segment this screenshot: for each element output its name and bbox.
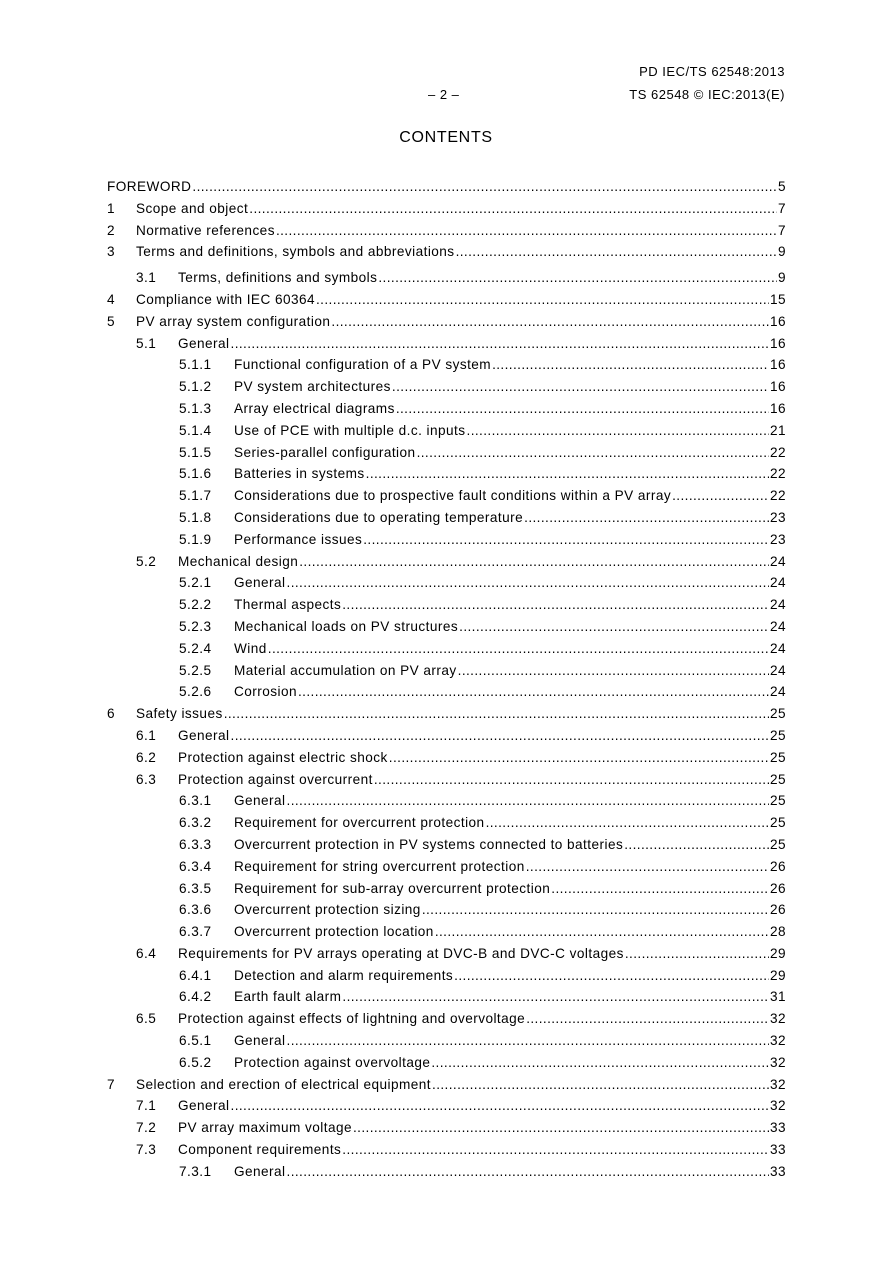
toc-entry-page: 24 bbox=[769, 553, 786, 569]
toc-entry[interactable] bbox=[107, 529, 786, 551]
toc-entry-page: 26 bbox=[769, 858, 786, 874]
toc-entry-title: PV system architectures bbox=[234, 379, 391, 395]
toc-entry[interactable] bbox=[107, 790, 786, 812]
dot-leader bbox=[224, 703, 769, 725]
toc-entry-number: 5.1.8 bbox=[179, 509, 212, 525]
toc-entry-number: 5.2.4 bbox=[179, 640, 212, 656]
toc-entry-number: 7.3 bbox=[136, 1142, 157, 1158]
toc-entry-page: 29 bbox=[769, 945, 786, 961]
toc-entry-page: 24 bbox=[769, 618, 786, 634]
toc-entry[interactable] bbox=[107, 681, 786, 703]
toc-entry-title: General bbox=[234, 1163, 286, 1179]
toc-entry-page: 32 bbox=[769, 1076, 786, 1092]
toc-entry[interactable] bbox=[107, 1095, 786, 1117]
document-id: PD IEC/TS 62548:2013 bbox=[639, 64, 785, 79]
dot-leader bbox=[454, 965, 769, 987]
toc-entry-number: 6.5.2 bbox=[179, 1054, 212, 1070]
toc-entry-page: 16 bbox=[769, 400, 786, 416]
toc-entry-page: 23 bbox=[769, 531, 786, 547]
toc-entry-page: 25 bbox=[769, 815, 786, 831]
toc-entry-title: Overcurrent protection sizing bbox=[234, 902, 421, 918]
dot-leader bbox=[486, 812, 769, 834]
toc-entry-page: 25 bbox=[769, 771, 786, 787]
toc-entry-number: 5.1.6 bbox=[179, 466, 212, 482]
toc-entry[interactable] bbox=[107, 198, 786, 220]
toc-entry-title: Considerations due to prospective fault conditions within a PV array bbox=[234, 488, 672, 504]
toc-entry[interactable] bbox=[107, 442, 786, 464]
dot-leader bbox=[231, 725, 769, 747]
toc-entry-number: 6.3 bbox=[136, 771, 157, 787]
toc-entry-title: Terms, definitions and symbols bbox=[178, 270, 378, 286]
toc-entry-page: 33 bbox=[769, 1142, 786, 1158]
toc-entry[interactable] bbox=[107, 921, 786, 943]
toc-entry-title: General bbox=[178, 1098, 230, 1114]
dot-leader bbox=[624, 834, 769, 856]
toc-entry-page: 24 bbox=[769, 662, 786, 678]
toc-entry-page: 5 bbox=[777, 179, 786, 194]
dot-leader bbox=[459, 616, 769, 638]
toc-entry-page: 33 bbox=[769, 1163, 786, 1179]
toc-entry-number: 5.1.2 bbox=[179, 379, 212, 395]
toc-entry[interactable] bbox=[107, 638, 786, 660]
toc-entry[interactable] bbox=[107, 986, 786, 1008]
toc-entry-page: 16 bbox=[769, 313, 786, 329]
toc-entry[interactable] bbox=[107, 660, 786, 682]
toc-entry-title: Detection and alarm requirements bbox=[234, 967, 454, 983]
toc-entry[interactable] bbox=[107, 878, 786, 900]
toc-entry-number: 7.3.1 bbox=[179, 1163, 212, 1179]
toc-entry[interactable] bbox=[107, 311, 786, 333]
toc-entry-title: Mechanical loads on PV structures bbox=[234, 618, 459, 634]
toc-entry[interactable] bbox=[107, 747, 786, 769]
toc-entry-number: 5.1 bbox=[136, 335, 157, 351]
toc-entry-title: Requirements for PV arrays operating at DVC-B and DVC-C voltages bbox=[178, 945, 624, 961]
toc-entry-page: 7 bbox=[777, 222, 786, 238]
dot-leader bbox=[672, 485, 769, 507]
toc-entry-page: 24 bbox=[769, 684, 786, 700]
toc-entry[interactable] bbox=[107, 1117, 786, 1139]
dot-leader bbox=[374, 769, 769, 791]
dot-leader bbox=[435, 921, 769, 943]
dot-leader bbox=[287, 1161, 769, 1183]
toc-entry[interactable] bbox=[107, 398, 786, 420]
toc-entry[interactable] bbox=[107, 1161, 786, 1183]
toc-entry-number: 6.3.2 bbox=[179, 815, 212, 831]
toc-entry-title: Functional configuration of a PV system bbox=[234, 357, 492, 373]
toc-entry-title: Protection against effects of lightning and overvoltage bbox=[178, 1011, 526, 1027]
toc-entry-page: 32 bbox=[769, 1098, 786, 1114]
toc-entry-page: 28 bbox=[769, 924, 786, 940]
toc-entry[interactable] bbox=[107, 1074, 786, 1096]
toc-entry-title: Safety issues bbox=[136, 706, 223, 722]
toc-entry-title: Mechanical design bbox=[178, 553, 299, 569]
toc-entry-page: 25 bbox=[769, 727, 786, 743]
toc-entry-number: 6.5.1 bbox=[179, 1033, 212, 1049]
toc-entry-page: 9 bbox=[777, 244, 786, 260]
toc-entry[interactable] bbox=[107, 1008, 786, 1030]
page-title: CONTENTS bbox=[399, 129, 493, 146]
toc-entry-title: General bbox=[178, 727, 230, 743]
dot-leader bbox=[342, 1139, 769, 1161]
toc-entry[interactable] bbox=[107, 551, 786, 573]
toc-entry-number: 3.1 bbox=[136, 270, 157, 286]
toc-entry[interactable] bbox=[107, 220, 786, 242]
toc-entry-number: 5.1.3 bbox=[179, 400, 212, 416]
toc-entry-title: Considerations due to operating temperature bbox=[234, 509, 524, 525]
dot-leader bbox=[456, 241, 777, 263]
dot-leader bbox=[342, 986, 769, 1008]
toc-entry-number: 7.2 bbox=[136, 1120, 157, 1136]
toc-entry-number: 6.4.1 bbox=[179, 967, 212, 983]
dot-leader bbox=[458, 660, 769, 682]
toc-entry[interactable] bbox=[107, 354, 786, 376]
toc-entry-title: Component requirements bbox=[178, 1142, 342, 1158]
toc-entry-page: 22 bbox=[769, 466, 786, 482]
toc-entry-page: 9 bbox=[777, 270, 786, 286]
toc-entry-page: 25 bbox=[769, 793, 786, 809]
toc-entry-number: 6 bbox=[107, 706, 116, 722]
toc-entry-page: 24 bbox=[769, 640, 786, 656]
dot-leader bbox=[432, 1074, 769, 1096]
toc-entry-title: Selection and erection of electrical equipment bbox=[136, 1076, 432, 1092]
toc-entry-title: Corrosion bbox=[234, 684, 297, 700]
toc-entry-number: 6.5 bbox=[136, 1011, 157, 1027]
toc-entry-page: 33 bbox=[769, 1120, 786, 1136]
toc-entry-title: Scope and object bbox=[136, 200, 249, 216]
toc-entry[interactable] bbox=[107, 703, 786, 725]
toc-entry[interactable] bbox=[107, 572, 786, 594]
toc-entry-page: 22 bbox=[769, 444, 786, 460]
toc-entry-number: 6.4.2 bbox=[179, 989, 212, 1005]
toc-entry[interactable] bbox=[107, 333, 786, 355]
toc-entry-title: Thermal aspects bbox=[234, 597, 342, 613]
toc-entry-title: General bbox=[234, 1033, 286, 1049]
dot-leader bbox=[526, 856, 769, 878]
dot-leader bbox=[526, 1008, 769, 1030]
toc-entry-number: 6.3.3 bbox=[179, 836, 212, 852]
dot-leader bbox=[625, 943, 769, 965]
toc-entry-title: General bbox=[178, 335, 230, 351]
dot-leader bbox=[396, 398, 769, 420]
toc-entry-title: Series-parallel configuration bbox=[234, 444, 416, 460]
toc-entry-number: 6.2 bbox=[136, 749, 157, 765]
dot-leader bbox=[378, 267, 777, 289]
toc-entry-number: 6.3.1 bbox=[179, 793, 212, 809]
toc-entry-number: 5.2.5 bbox=[179, 662, 212, 678]
toc-entry-page: 15 bbox=[769, 291, 786, 307]
toc-entry-title: General bbox=[234, 793, 286, 809]
dot-leader bbox=[316, 289, 769, 311]
toc-entry[interactable] bbox=[107, 289, 786, 311]
toc-entry-page: 25 bbox=[769, 749, 786, 765]
toc-entry[interactable] bbox=[107, 376, 786, 398]
dot-leader bbox=[268, 638, 769, 660]
toc-entry[interactable] bbox=[107, 1139, 786, 1161]
toc-entry-title: General bbox=[234, 575, 286, 591]
toc-entry-number: 5.2 bbox=[136, 553, 157, 569]
toc-entry[interactable] bbox=[107, 1052, 786, 1074]
toc-entry-page: 7 bbox=[777, 200, 786, 216]
toc-entry[interactable] bbox=[107, 507, 786, 529]
dot-leader bbox=[231, 333, 769, 355]
table-of-contents bbox=[107, 176, 786, 1183]
toc-entry-number: 6.3.4 bbox=[179, 858, 212, 874]
toc-entry[interactable] bbox=[107, 899, 786, 921]
toc-entry-number: 5.2.2 bbox=[179, 597, 212, 613]
toc-entry-number: 5 bbox=[107, 313, 116, 329]
toc-entry-page: 32 bbox=[769, 1054, 786, 1070]
toc-entry-page: 16 bbox=[769, 335, 786, 351]
toc-entry-title: Overcurrent protection location bbox=[234, 924, 434, 940]
dot-leader bbox=[298, 681, 769, 703]
toc-entry-title: Compliance with IEC 60364 bbox=[136, 291, 315, 307]
dot-leader bbox=[392, 376, 769, 398]
toc-entry-page: 24 bbox=[769, 575, 786, 591]
toc-entry-title: FOREWORD bbox=[107, 179, 192, 194]
dot-leader bbox=[422, 899, 769, 921]
toc-entry-page: 22 bbox=[769, 488, 786, 504]
dot-leader bbox=[287, 790, 769, 812]
toc-entry-number: 2 bbox=[107, 222, 116, 238]
toc-entry-number: 5.1.4 bbox=[179, 422, 212, 438]
dot-leader bbox=[492, 354, 769, 376]
toc-entry-page: 16 bbox=[769, 379, 786, 395]
toc-entry-title: Terms and definitions, symbols and abbreviations bbox=[136, 244, 455, 260]
toc-entry-number: 3 bbox=[107, 244, 116, 260]
toc-entry[interactable] bbox=[107, 965, 786, 987]
toc-entry-page: 32 bbox=[769, 1033, 786, 1049]
dot-leader bbox=[524, 507, 769, 529]
toc-entry-page: 26 bbox=[769, 880, 786, 896]
dot-leader bbox=[363, 529, 769, 551]
toc-entry[interactable] bbox=[107, 769, 786, 791]
dot-leader bbox=[389, 747, 769, 769]
toc-entry-page: 29 bbox=[769, 967, 786, 983]
toc-entry-title: Batteries in systems bbox=[234, 466, 365, 482]
toc-entry[interactable] bbox=[107, 1030, 786, 1052]
toc-entry[interactable] bbox=[107, 834, 786, 856]
toc-entry[interactable] bbox=[107, 420, 786, 442]
toc-entry-number: 5.2.1 bbox=[179, 575, 212, 591]
toc-entry-title: PV array maximum voltage bbox=[178, 1120, 352, 1136]
toc-entry-title: Array electrical diagrams bbox=[234, 400, 395, 416]
toc-entry[interactable] bbox=[107, 463, 786, 485]
toc-entry-title: Protection against electric shock bbox=[178, 749, 388, 765]
toc-entry-title: Requirement for string overcurrent protection bbox=[234, 858, 525, 874]
toc-entry-title: Requirement for overcurrent protection bbox=[234, 815, 485, 831]
toc-entry-number: 1 bbox=[107, 200, 116, 216]
toc-entry-page: 31 bbox=[769, 989, 786, 1005]
dot-leader bbox=[467, 420, 769, 442]
page-number: – 2 – bbox=[428, 87, 460, 102]
toc-entry-title: Overcurrent protection in PV systems connected to batteries bbox=[234, 836, 624, 852]
toc-entry-page: 23 bbox=[769, 509, 786, 525]
toc-entry[interactable] bbox=[107, 594, 786, 616]
toc-entry-title: Normative references bbox=[136, 222, 275, 238]
standard-reference: TS 62548 © IEC:2013(E) bbox=[629, 87, 785, 102]
toc-entry-number: 5.1.7 bbox=[179, 488, 212, 504]
toc-entry-title: Earth fault alarm bbox=[234, 989, 342, 1005]
toc-entry-title: Wind bbox=[234, 640, 267, 656]
toc-entry-title: Performance issues bbox=[234, 531, 363, 547]
toc-entry-number: 4 bbox=[107, 291, 116, 307]
dot-leader bbox=[431, 1052, 769, 1074]
toc-entry-page: 26 bbox=[769, 902, 786, 918]
dot-leader bbox=[331, 311, 769, 333]
toc-entry[interactable] bbox=[107, 241, 786, 263]
toc-entry[interactable] bbox=[107, 725, 786, 747]
toc-entry-page: 24 bbox=[769, 597, 786, 613]
toc-entry-number: 6.3.7 bbox=[179, 924, 212, 940]
toc-entry[interactable] bbox=[107, 485, 786, 507]
dot-leader bbox=[417, 442, 769, 464]
dot-leader bbox=[276, 220, 777, 242]
toc-entry-title: Requirement for sub-array overcurrent protection bbox=[234, 880, 551, 896]
toc-entry-number: 6.3.6 bbox=[179, 902, 212, 918]
toc-entry-title: Use of PCE with multiple d.c. inputs bbox=[234, 422, 466, 438]
toc-entry-title: PV array system configuration bbox=[136, 313, 331, 329]
dot-leader bbox=[366, 463, 769, 485]
dot-leader bbox=[551, 878, 769, 900]
toc-entry-page: 25 bbox=[769, 706, 786, 722]
toc-entry[interactable] bbox=[107, 943, 786, 965]
dot-leader bbox=[353, 1117, 769, 1139]
toc-entry[interactable] bbox=[107, 616, 786, 638]
toc-entry-title: Protection against overvoltage bbox=[234, 1054, 431, 1070]
dot-leader bbox=[249, 198, 777, 220]
toc-entry-number: 7 bbox=[107, 1076, 116, 1092]
dot-leader bbox=[192, 176, 777, 198]
toc-entry-page: 32 bbox=[769, 1011, 786, 1027]
dot-leader bbox=[287, 1030, 769, 1052]
dot-leader bbox=[299, 551, 769, 573]
toc-entry-number: 5.1.5 bbox=[179, 444, 212, 460]
dot-leader bbox=[342, 594, 769, 616]
toc-entry-page: 21 bbox=[769, 422, 786, 438]
toc-entry-number: 5.2.6 bbox=[179, 684, 212, 700]
toc-entry-title: Material accumulation on PV array bbox=[234, 662, 457, 678]
dot-leader bbox=[287, 572, 769, 594]
toc-entry[interactable] bbox=[107, 812, 786, 834]
toc-entry-number: 5.1.1 bbox=[179, 357, 212, 373]
toc-entry-number: 6.4 bbox=[136, 945, 157, 961]
toc-entry[interactable] bbox=[107, 856, 786, 878]
toc-entry-number: 7.1 bbox=[136, 1098, 157, 1114]
dot-leader bbox=[231, 1095, 769, 1117]
toc-entry-number: 6.1 bbox=[136, 727, 157, 743]
toc-entry-page: 25 bbox=[769, 836, 786, 852]
toc-entry-page: 16 bbox=[769, 357, 786, 373]
toc-entry-number: 5.2.3 bbox=[179, 618, 212, 634]
toc-entry[interactable] bbox=[107, 267, 786, 289]
toc-entry-number: 5.1.9 bbox=[179, 531, 212, 547]
toc-entry-title: Protection against overcurrent bbox=[178, 771, 373, 787]
toc-entry-number: 6.3.5 bbox=[179, 880, 212, 896]
toc-entry[interactable] bbox=[107, 176, 786, 198]
